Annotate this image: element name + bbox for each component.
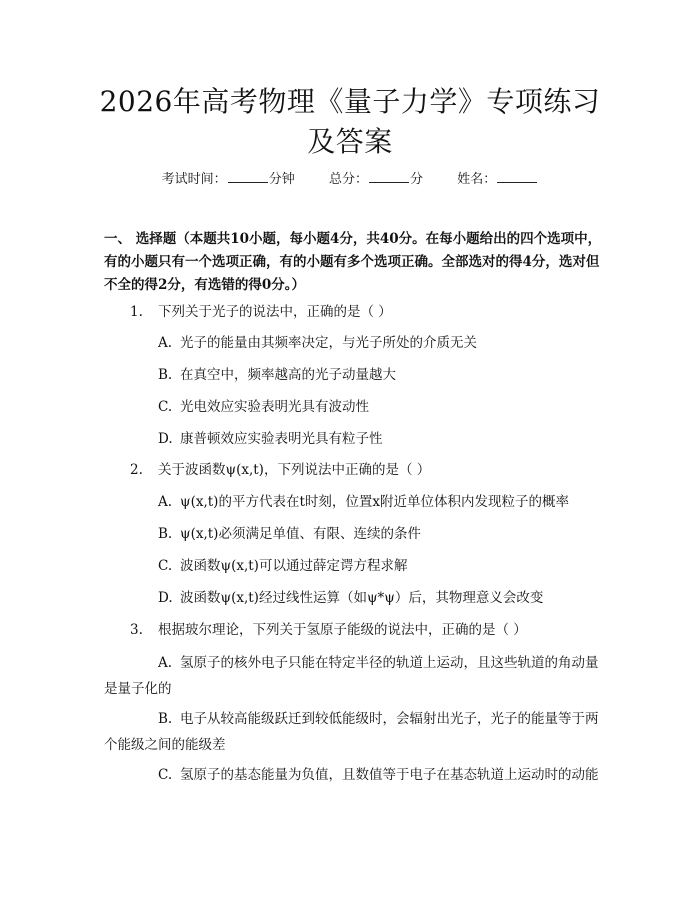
question-text: 关于波函数ψ(x,t)，下列说法中正确的是（ ） <box>158 462 431 478</box>
question-1 <box>130 301 392 323</box>
option-3a <box>104 650 604 702</box>
name-label: 姓名： <box>457 172 497 187</box>
option-3b <box>104 706 604 758</box>
option-letter: A. <box>158 655 173 671</box>
option-text: 波函数ψ(x,t)经过线性运算（如ψ*ψ）后，其物理意义会改变 <box>180 590 544 606</box>
score-unit: 分 <box>410 172 424 187</box>
option-text: ψ(x,t)必须满足单值、有限、连续的条件 <box>180 526 421 542</box>
question-2 <box>130 459 430 481</box>
option-letter: C. <box>158 558 173 574</box>
option-text: 氢原子的基态能量为负值，且数值等于电子在基态轨道上运动时的动能 <box>180 767 599 783</box>
score-blank <box>369 170 409 183</box>
option-2a <box>158 491 569 513</box>
question-3 <box>130 619 527 641</box>
time-unit: 分钟 <box>268 172 295 187</box>
time-blank <box>228 170 268 183</box>
question-number: 3. <box>130 622 143 638</box>
time-label: 考试时间： <box>161 172 227 187</box>
option-text: 电子从较高能级跃迁到较低能级时，会辐射出光子，光子的能量等于两个能级之间的能级差 <box>104 711 599 753</box>
page-title: 2026年高考物理《量子力学》专项练习及答案 <box>99 85 601 158</box>
section-heading: 一、 选择题（本题共10小题，每小题4分，共40分。在每小题给出的四个选项中，有的小题只有一个选项正确，有的小题有多个选项正确。全部选对的得4分，选对但不全的得2分，有选错的得0分。） <box>104 231 602 293</box>
exam-info-line <box>0 168 700 187</box>
question-number: 1. <box>130 304 143 320</box>
option-text: 波函数ψ(x,t)可以通过薛定谔方程求解 <box>180 558 408 574</box>
option-text: ψ(x,t)的平方代表在t时刻，位置x附近单位体积内发现粒子的概率 <box>180 494 569 510</box>
option-1b <box>158 364 396 386</box>
option-letter: B. <box>158 711 173 727</box>
option-2b <box>158 523 421 545</box>
question-text: 根据玻尔理论，下列关于氢原子能级的说法中，正确的是（ ） <box>158 622 527 638</box>
option-1d <box>158 428 383 450</box>
option-1c <box>158 396 369 418</box>
option-text: 光电效应实验表明光具有波动性 <box>180 399 369 415</box>
option-text: 在真空中，频率越高的光子动量越大 <box>180 367 396 383</box>
score-label: 总分： <box>328 172 368 187</box>
option-letter: B. <box>158 526 173 542</box>
option-text: 氢原子的核外电子只能在特定半径的轨道上运动，且这些轨道的角动量是量子化的 <box>104 655 599 697</box>
option-letter: C. <box>158 767 173 783</box>
option-letter: C. <box>158 399 173 415</box>
option-letter: D. <box>158 590 173 606</box>
option-letter: D. <box>158 431 173 447</box>
option-1a <box>158 332 477 354</box>
option-letter: A. <box>158 335 173 351</box>
option-2c <box>158 555 407 577</box>
name-blank <box>497 170 537 183</box>
option-2d <box>158 587 543 609</box>
option-text: 光子的能量由其频率决定，与光子所处的介质无关 <box>180 335 477 351</box>
option-letter: A. <box>158 494 173 510</box>
option-3c <box>104 762 604 788</box>
question-text: 下列关于光子的说法中，正确的是（ ） <box>158 304 392 320</box>
option-letter: B. <box>158 367 173 383</box>
question-number: 2. <box>130 462 143 478</box>
option-text: 康普顿效应实验表明光具有粒子性 <box>180 431 383 447</box>
